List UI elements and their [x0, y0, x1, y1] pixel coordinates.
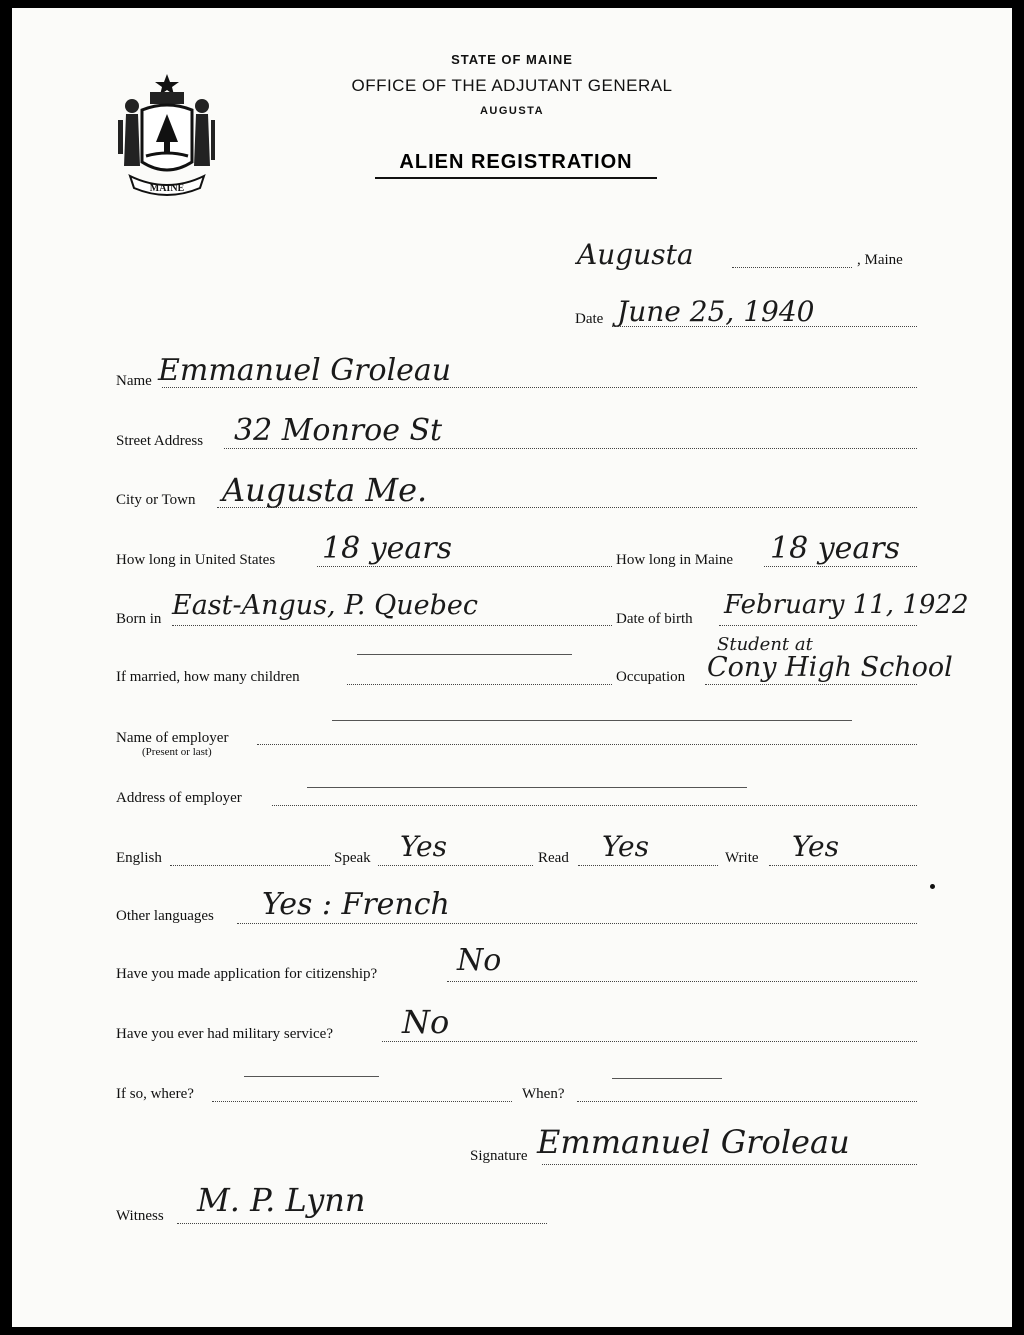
speak-label: Speak	[334, 850, 371, 866]
form-title: ALIEN REGISTRATION	[375, 151, 657, 179]
birth-date-line	[719, 625, 917, 626]
us-duration-value: 18 years	[322, 531, 453, 566]
occupation-value-line1: Student at	[717, 634, 813, 655]
citizenship-line	[447, 981, 917, 982]
signature-value: Emmanuel Groleau	[537, 1123, 850, 1161]
when-dash	[612, 1078, 722, 1079]
military-label: Have you ever had military service?	[116, 1026, 333, 1042]
name-value: Emmanuel Groleau	[158, 353, 452, 388]
languages-label: Other languages	[116, 908, 214, 924]
employer-dash	[332, 720, 852, 721]
english-line	[170, 865, 330, 866]
us-duration-line	[317, 566, 612, 567]
city-label: City or Town	[116, 492, 196, 508]
occupation-value-line2: Cony High School	[707, 652, 953, 683]
citizenship-label: Have you made application for citizenship?	[116, 966, 378, 982]
maine-label: , Maine	[857, 252, 903, 268]
where-line	[212, 1101, 512, 1102]
military-line	[382, 1041, 917, 1042]
maine-duration-line	[764, 566, 917, 567]
signature-label: Signature	[470, 1148, 528, 1164]
signature-line	[542, 1164, 917, 1165]
city-value: Augusta Me.	[222, 471, 428, 509]
speak-line	[378, 865, 533, 866]
registration-form	[12, 8, 1012, 1327]
write-line	[769, 865, 917, 866]
where-dash	[244, 1076, 379, 1077]
occupation-line	[705, 684, 917, 685]
name-label: Name	[116, 373, 152, 389]
date-value: June 25, 1940	[617, 295, 815, 328]
city-line	[217, 507, 917, 508]
employer-line	[257, 744, 917, 745]
born-label: Born in	[116, 611, 162, 627]
employer-address-dash	[307, 787, 747, 788]
when-label: When?	[522, 1086, 565, 1102]
ink-dot	[930, 884, 935, 889]
write-value: Yes	[792, 830, 839, 863]
witness-value: M. P. Lynn	[197, 1181, 366, 1219]
english-label: English	[116, 850, 162, 866]
read-value: Yes	[602, 830, 649, 863]
languages-line	[237, 923, 917, 924]
header-office: OFFICE OF THE ADJUTANT GENERAL	[351, 76, 673, 95]
us-duration-label: How long in United States	[116, 552, 276, 568]
witness-label: Witness	[116, 1208, 164, 1224]
read-label: Read	[538, 850, 569, 866]
birth-date-label: Date of birth	[616, 611, 693, 627]
employer-address-line	[272, 805, 917, 806]
street-value: 32 Monroe St	[234, 413, 443, 448]
place-value: Augusta	[577, 238, 694, 271]
employer-note: (Present or last)	[142, 746, 212, 758]
street-line	[224, 448, 917, 449]
maine-duration-value: 18 years	[770, 531, 901, 566]
languages-value: Yes : French	[262, 887, 450, 922]
military-value: No	[402, 1003, 450, 1041]
write-label: Write	[725, 850, 759, 866]
employer-label: Name of employer	[116, 730, 229, 746]
place-line	[732, 267, 852, 268]
date-line	[612, 326, 917, 327]
witness-line	[177, 1223, 547, 1224]
speak-value: Yes	[400, 830, 447, 863]
when-line	[577, 1101, 917, 1102]
born-value: East-Angus, P. Quebec	[172, 590, 478, 621]
date-label: Date	[575, 311, 604, 327]
seal-banner: MAINE	[149, 183, 185, 194]
children-line	[347, 684, 612, 685]
children-dash	[357, 654, 572, 655]
citizenship-value: No	[457, 943, 502, 978]
header-state: STATE OF MAINE	[451, 52, 573, 67]
header-city: AUGUSTA	[479, 105, 545, 117]
children-label: If married, how many children	[116, 669, 300, 685]
read-line	[578, 865, 718, 866]
employer-address-label: Address of employer	[116, 790, 242, 806]
maine-duration-label: How long in Maine	[616, 552, 734, 568]
where-label: If so, where?	[116, 1086, 194, 1102]
birth-date-value: February 11, 1922	[724, 590, 969, 620]
name-line	[162, 387, 917, 388]
occupation-label: Occupation	[616, 669, 686, 685]
street-label: Street Address	[116, 433, 204, 449]
born-line	[172, 625, 612, 626]
